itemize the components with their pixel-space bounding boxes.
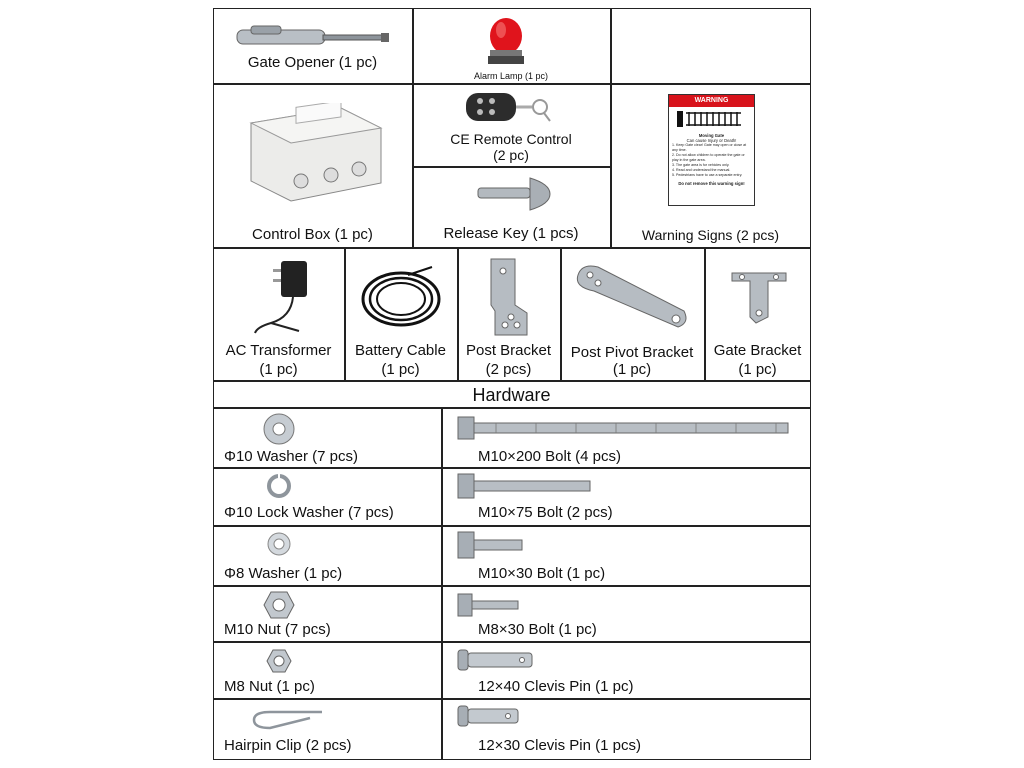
gate-bracket-image	[728, 267, 790, 325]
warning-sign-line: 5. Pedestrians have to use a separate entry.	[672, 173, 743, 177]
battery-cable-image	[358, 263, 444, 329]
hardware-left-label: Φ10 Lock Washer (7 pcs)	[224, 504, 394, 521]
washer-icon	[262, 412, 296, 446]
gate-pictogram-icon	[669, 107, 752, 131]
remote-control-label-line2: (2 pc)	[493, 147, 529, 163]
gate-bracket-label-line2: (1 pc)	[738, 361, 777, 378]
divider	[213, 380, 811, 382]
control-box-label: Control Box (1 pc)	[252, 226, 373, 243]
hardware-right-label: M8×30 Bolt (1 pc)	[478, 621, 597, 638]
hardware-right-label: M10×200 Bolt (4 pcs)	[478, 448, 621, 465]
warning-sign-line: 3. The gate area is for vehicles only.	[672, 163, 730, 167]
clevis-pin-30-icon	[456, 704, 522, 728]
hardware-right-label: 12×40 Clevis Pin (1 pc)	[478, 678, 634, 695]
warning-signs-label: Warning Signs (2 pcs)	[641, 227, 780, 243]
release-key-cell	[412, 166, 610, 247]
lock-washer-icon	[265, 472, 293, 500]
post-bracket-label-line1: Post Bracket	[465, 342, 552, 359]
hardware-left-label: M8 Nut (1 pc)	[224, 678, 315, 695]
m8x30-bolt-icon	[456, 592, 522, 618]
divider	[213, 467, 811, 469]
post-pivot-bracket-label-line2: (1 pc)	[612, 361, 652, 378]
divider	[213, 585, 811, 587]
post-pivot-bracket-image	[572, 261, 692, 333]
gate-opener-label: Gate Opener (1 pc)	[247, 54, 378, 71]
divider	[213, 698, 811, 700]
ac-transformer-image	[251, 257, 311, 337]
warning-sign-subtitle: Can cause Injury or Death!	[686, 138, 737, 143]
alarm-lamp-image	[484, 12, 528, 66]
m10-nut-icon	[263, 590, 295, 620]
gate-opener-cell	[213, 8, 412, 83]
warning-sign-line: 2. Do not allow children to operate the gate or play in the gate area.	[672, 153, 745, 162]
ac-transformer-label-line1: AC Transformer	[225, 342, 332, 359]
hardware-right-label: 12×30 Clevis Pin (1 pcs)	[478, 737, 641, 754]
remote-control-cell	[412, 83, 610, 166]
divider	[213, 641, 811, 643]
hardware-left-label: Φ8 Washer (1 pc)	[224, 565, 343, 582]
post-pivot-bracket-label-line1: Post Pivot Bracket	[570, 344, 694, 361]
m10x30-bolt-icon	[456, 530, 526, 560]
alarm-lamp-cell	[412, 8, 610, 83]
control-box-image	[241, 103, 386, 203]
warning-sign-footer: Do not remove this warning sign!	[678, 181, 745, 186]
hardware-right-label: M10×75 Bolt (2 pcs)	[478, 504, 613, 521]
post-pivot-bracket-cell	[560, 247, 704, 380]
hairpin-clip-icon	[250, 706, 324, 732]
post-bracket-image	[485, 255, 531, 339]
hardware-left-label: Φ10 Washer (7 pcs)	[224, 448, 358, 465]
warning-sign-header: WARNING	[669, 95, 754, 107]
m8-nut-icon	[266, 648, 292, 674]
ac-transformer-label-line2: (1 pc)	[259, 361, 298, 378]
divider	[213, 525, 811, 527]
small-washer-icon	[265, 530, 293, 558]
battery-cable-cell	[344, 247, 457, 380]
control-box-cell	[213, 83, 412, 247]
ac-transformer-cell	[213, 247, 344, 380]
remote-control-label-line1: CE Remote Control	[450, 131, 572, 147]
hardware-title: Hardware	[472, 385, 551, 405]
hardware-right-label: M10×30 Bolt (1 pc)	[478, 565, 606, 582]
post-bracket-label-line2: (2 pcs)	[485, 361, 532, 378]
gate-bracket-label-line1: Gate Bracket	[713, 342, 802, 359]
alarm-lamp-label: Alarm Lamp (1 pc)	[473, 71, 549, 81]
gate-opener-image	[233, 22, 393, 54]
warning-sign-line: 1. Keep Gate clear! Gate may open or close at any time.	[672, 143, 747, 152]
warning-sign-image	[668, 94, 755, 206]
gate-bracket-cell	[704, 247, 811, 380]
battery-cable-label-line2: (1 pc)	[381, 361, 420, 378]
post-bracket-cell	[457, 247, 560, 380]
warning-sign-title: Moving Gate	[698, 133, 725, 138]
battery-cable-label-line1: Battery Cable	[355, 342, 446, 359]
hardware-left-label: Hairpin Clip (2 pcs)	[224, 737, 352, 754]
divider	[213, 407, 811, 409]
m10x75-bolt-icon	[456, 472, 594, 500]
clevis-pin-40-icon	[456, 648, 536, 672]
release-key-label: Release Key (1 pcs)	[443, 225, 579, 242]
warning-sign-line: 4. Read and understand the manual.	[672, 168, 731, 172]
release-key-image	[474, 174, 554, 214]
hardware-left-label: M10 Nut (7 pcs)	[224, 621, 331, 638]
m10x200-bolt-icon	[456, 415, 792, 441]
remote-control-image	[462, 87, 572, 127]
divider	[441, 407, 443, 760]
